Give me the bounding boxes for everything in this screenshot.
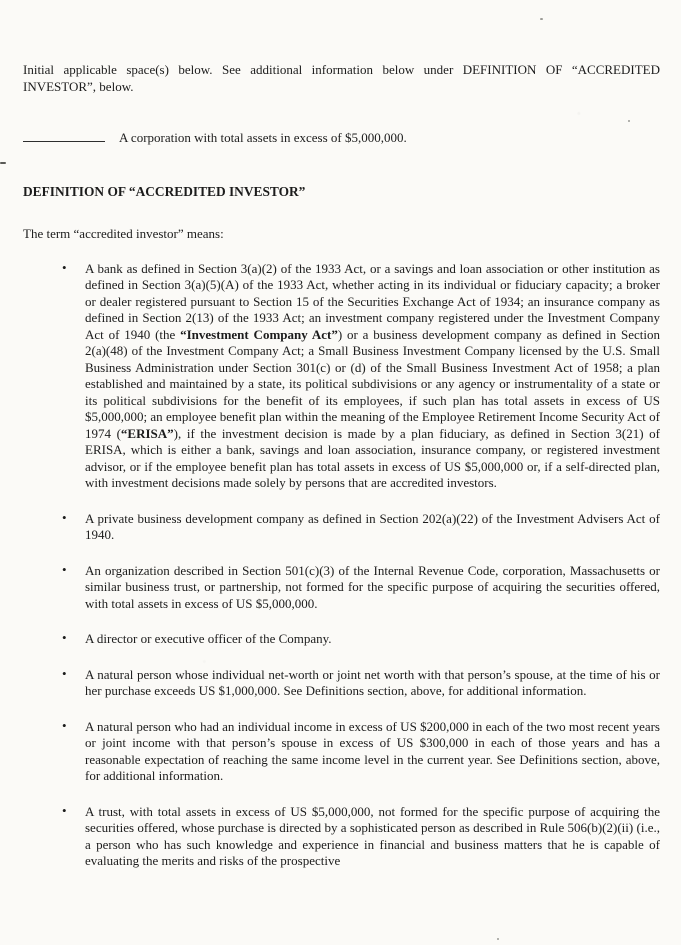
list-item — [62, 667, 660, 700]
bullet-text-segment: “ERISA” — [120, 425, 174, 441]
bullet-icon: • — [62, 630, 67, 645]
bullet-text-segment: An organization described in Section 501(c)(3) of the Internal Revenue Code, corporation, Massachusetts or similar business trust, or partnership, not formed for the specific purpose of acquiring the securities offered, with total assets in excess of US $5,000,000. — [85, 562, 660, 611]
bullet-text-segment: A director or executive officer of the Company. — [85, 631, 332, 646]
scan-speck — [497, 938, 499, 940]
bullet-icon: • — [62, 717, 67, 733]
lead-in-paragraph: The term “accredited investor” means: — [23, 226, 224, 241]
list-item — [62, 804, 660, 870]
bullet-text-segment: A trust, with total assets in excess of US $5,000,000, not formed for the specific purpose of acquiring the securities offered, whose purchase is directed by a sophisticated person as described in Rule 506(b)(2)(ii) (i.e., a person who has such knowledge and experience in financial and business matters that he is capable of evaluating the merits and risks of the prospective — [85, 803, 660, 868]
scan-speck — [540, 18, 543, 20]
bullet-icon: • — [62, 665, 67, 681]
accredited-investor-list — [23, 261, 660, 870]
section-heading: DEFINITION OF “ACCREDITED INVESTOR” — [23, 183, 306, 199]
bullet-text-segment: A natural person whose individual net-worth or joint net worth with that person’s spouse, at the time of his or her purchase exceeds US $1,000,000. See Definitions section, above, for additional information. — [85, 666, 660, 698]
bullet-text-segment: ) or a business development company as defined in Section 2(a)(48) of the Investment Company Act; a Small Business Investment Company licensed by the U.S. Small Business Administration under Section 301(c) or (d) of the Small Business Investment Act of 1958; a plan established and maintained by a state, its political subdivisions or any agency or instrumentality of a state or its political subdivisions for the benefit of its employees, if such plan has total assets in excess of US $5,000,000; an employee benefit plan within the meaning of the Employee Retirement Income Security Act of 1974 ( — [85, 326, 660, 441]
bullet-text-segment: A natural person who had an individual income in excess of US $200,000 in each of the two most recent years or joint income with that person’s spouse in excess of US $300,000 in each of those years and has a reasonable expectation of reaching the same income level in the current year. See Definitions section, above, for additional information. — [85, 718, 660, 783]
bullet-text-segment: ), if the investment decision is made by a plan fiduciary, as defined in Section 3(21) of ERISA, which is either a bank, savings and loan association, insurance company, or registered investment advisor, or if the employee benefit plan has total assets in excess of US $5,000,000 or, if a self-directed plan, with investment decisions made solely by persons that are accredited investors. — [85, 425, 660, 490]
bullet-icon: • — [62, 259, 67, 275]
bullet-icon: • — [62, 802, 67, 818]
initial-option-label: A corporation with total assets in excess of $5,000,000. — [119, 130, 407, 145]
list-item — [62, 719, 660, 785]
bullet-icon: • — [62, 509, 67, 525]
initial-option-row — [23, 130, 660, 147]
bullet-text-segment: “Investment Company Act” — [180, 326, 338, 342]
scan-speck — [628, 120, 630, 122]
initials-blank-line — [23, 130, 105, 142]
list-item — [62, 511, 660, 544]
bullet-text-segment: A private business development company as defined in Section 202(a)(22) of the Investment Advisers Act of 1940. — [85, 510, 660, 542]
intro-paragraph: Initial applicable space(s) below. See additional information below under DEFINITION OF “ACCREDITED INVESTOR”, below. — [23, 62, 660, 94]
list-item — [62, 631, 660, 648]
list-item — [62, 563, 660, 613]
list-item — [62, 261, 660, 492]
scan-speck — [0, 162, 6, 164]
bullet-text-segment: A bank as defined in Section 3(a)(2) of the 1933 Act, or a savings and loan association or other institution as defined in Section 3(a)(5)(A) of the 1933 Act, whether acting in its individual or fiduciary capacity; a broker or dealer registered pursuant to Section 15 of the Securities Exchange Act of 1934; an insurance company as defined in Section 2(13) of the 1933 Act; an investment company registered under the Investment Company Act of 1940 (the — [85, 260, 660, 342]
bullet-icon: • — [62, 561, 67, 577]
